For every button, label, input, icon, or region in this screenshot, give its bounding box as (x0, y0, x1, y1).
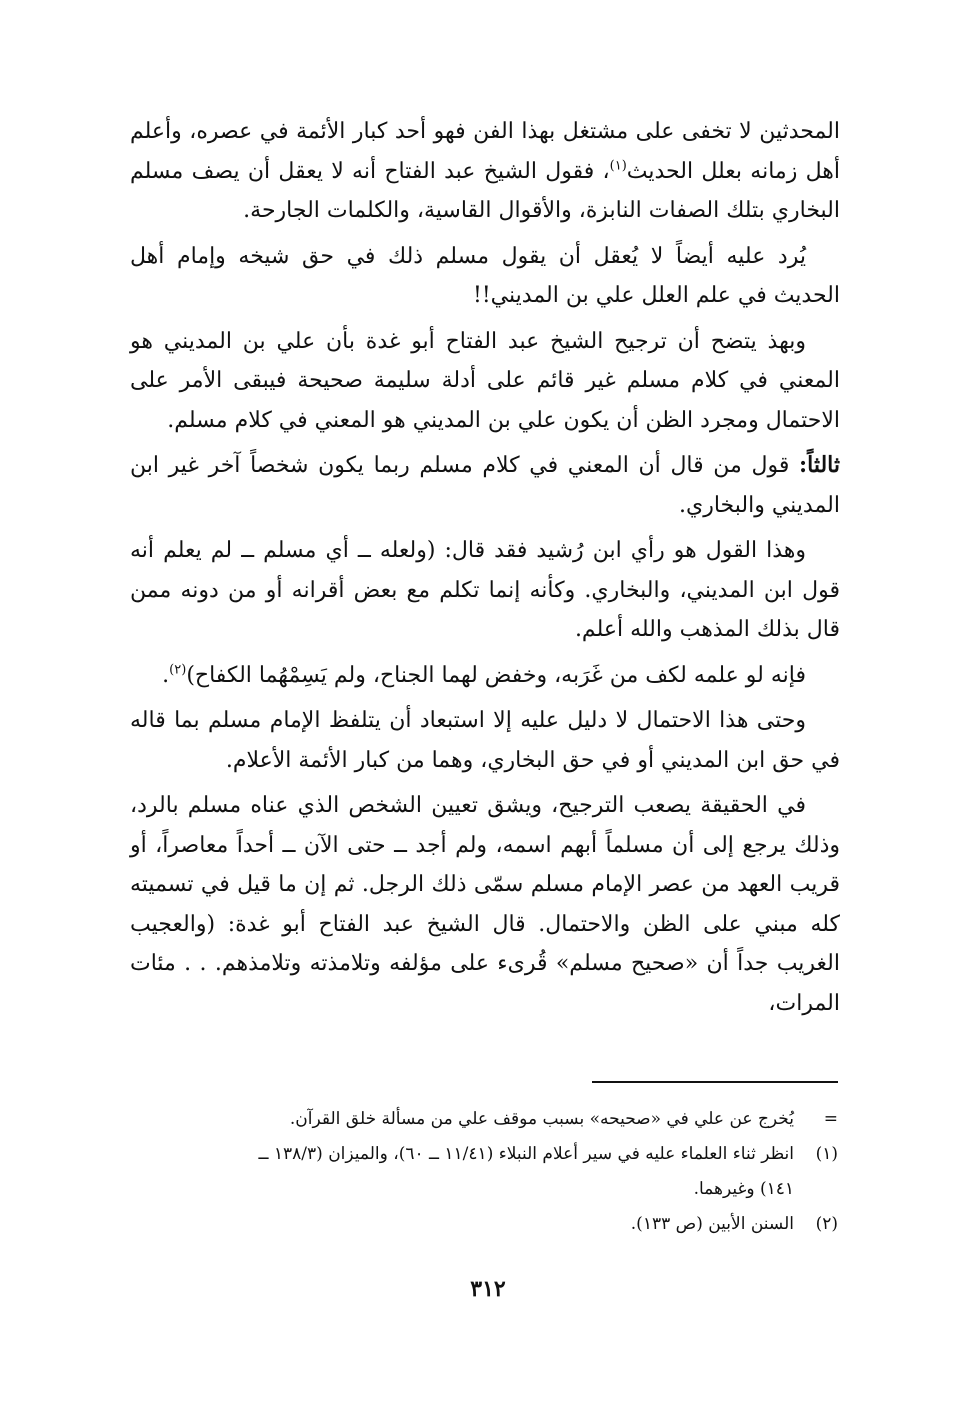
footnote-mark: (٢) (815, 1214, 838, 1234)
paragraph-8: في الحقيقة يصعب الترجيح، ويشق تعيين الشخص الذي عناه مسلم بالرد، وذلك يرجع إلى أن مسلماً أبهم اسمه، ولم أجد ــ حتى الآن ــ أحداً معاصراً، أو قريب العهد من عصر الإمام مسلم سمّى ذلك الرجل. ثم إن ما قيل في تسميته كله مبني على الظن والاحتمال. قال الشيخ عبد الفتاح أبو غدة: (والعجيب الغريب جداً أن «صحيح مسلم» قُرىء على مؤلفه وتلامذته وتلامذهم. . . مئات المرات، (130, 793, 840, 1016)
footnote-mark: (١) (815, 1144, 838, 1164)
paragraph-4: ثالثاً: قول من قال أن المعني في كلام مسلم ربما يكون شخصاً آخر غير ابن المديني والبخاري. (130, 452, 840, 518)
paragraph-6: فإنه لو علمه لكف من غَرَبه، وخفض لهما الجناح، ولم يَسِمْهُما الكفاح)$^{(٢)}$. (162, 662, 806, 688)
footnote-1-continuation: ١٤١) وغيرهما. (693, 1179, 794, 1199)
paragraph-3: وبهذ يتضح أن ترجيح الشيخ عبد الفتاح أبو غدة بأن علي بن المديني هو المعني في كلام مسلم غير قائم على أدلة سليمة صحيحة فيبقى الأمر على الاحتمال ومجرد الظن أن يكون علي بن المديني هو المعني في كلام مسلم. (130, 328, 840, 433)
paragraph-5: وهذا القول هو رأي ابن رُشيد فقد قال: (ولعله ــ أي مسلم ــ لم يعلم أنه قول ابن المديني، والبخاري. وكأنه إنما تكلم مع بعض أقرانه أو من دونه ممن قال بذلك المذهب والله أعلم. (130, 538, 840, 642)
footnote-continued (130, 1102, 838, 1137)
footnotes (130, 1102, 838, 1242)
footnote-divider (592, 1081, 838, 1083)
footnote-ref-2[interactable]: (٢) (169, 662, 187, 678)
footnote-2 (130, 1207, 838, 1242)
footnote-text: انظر ثناء العلماء عليه في سير أعلام النبلاء (١١/٤١ ــ ٦٠)، والميزان (١٣٨/٣ ــ (258, 1144, 794, 1164)
paragraph-2: يُرد عليه أيضاً لا يُعقل أن يقول مسلم ذلك في حق شيخه وإمام أهل الحديث في علم العلل علي بن المديني!! (130, 243, 840, 308)
footnote-text: السنن الأبين (ص ١٣٣). (630, 1214, 794, 1234)
footnote-mark: = (823, 1109, 838, 1129)
paragraph-1: المحدثين لا تخفى على مشتغل بهذا الفن فهو أحد كبار الأئمة في عصره، وأعلم أهل زمانه بعلل الحديث$^{(١)}$، فقول الشيخ عبد الفتاح أنه لا يعقل أن يصف مسلم البخاري بتلك الصفات النابزة، والأقوال القاسية، والكلمات الجارحة. (130, 119, 840, 223)
footnote-1 (130, 1137, 838, 1172)
footnote-text: يُخرج عن علي في «صحيحه» بسبب موقف علي من مسألة خلق القرآن. (289, 1109, 794, 1129)
main-text (130, 112, 840, 1029)
section-lead: ثالثاً: (799, 452, 840, 478)
paragraph-7: وحتى هذا الاحتمال لا دليل عليه إلا استبعاد أن يتلفظ الإمام مسلم بما قاله في حق ابن المديني أو في حق البخاري، وهما من كبار الأئمة الأعلام. (130, 708, 840, 773)
page-number: ٣١٢ (470, 1276, 506, 1302)
footnote-ref-1[interactable]: (١) (609, 158, 627, 174)
